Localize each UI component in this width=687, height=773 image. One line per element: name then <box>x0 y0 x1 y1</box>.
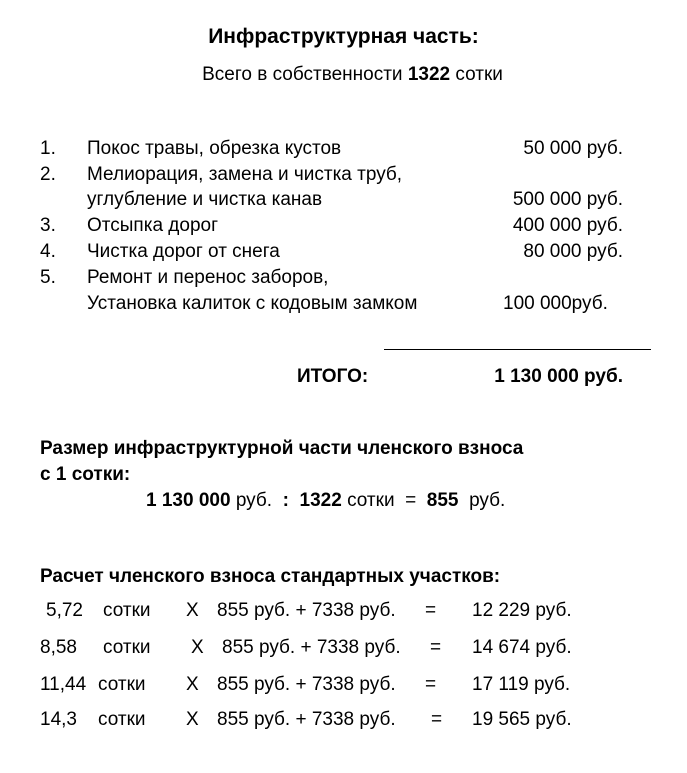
calc-unit: сотки <box>98 709 146 730</box>
calc-multiply: X <box>186 600 199 621</box>
formula-area: 1322 <box>299 490 342 511</box>
calc-area: 11,44 <box>40 674 87 695</box>
item-text: Отсыпка дорог <box>87 215 219 236</box>
calc-equals: = <box>430 637 442 658</box>
calc-result: 12 229 руб. <box>472 600 572 621</box>
item-number: 4. <box>40 241 56 262</box>
item-text: Мелиорация, замена и чистка труб, <box>87 164 403 185</box>
item-amount: 80 000 руб. <box>523 241 623 262</box>
calc-expression: 855 руб. + 7338 руб. <box>217 709 396 730</box>
calc-expression: 855 руб. + 7338 руб. <box>217 674 396 695</box>
formula-result-unit: руб. <box>469 490 506 511</box>
item-number: 2. <box>40 164 56 185</box>
item-text: Установка калиток с кодовым замком <box>87 293 418 314</box>
calc-result: 14 674 руб. <box>472 637 572 658</box>
item-text: Покос травы, обрезка кустов <box>87 138 342 159</box>
item-amount: 400 000 руб. <box>512 215 623 236</box>
formula-divide: : <box>282 490 289 511</box>
ownership-value: 1322 <box>407 64 451 85</box>
fee-heading-line2: с 1 сотки: <box>40 464 131 485</box>
calc-equals: = <box>425 674 437 695</box>
calc-expression: 855 руб. + 7338 руб. <box>222 637 401 658</box>
page-title: Инфраструктурная часть: <box>208 25 479 48</box>
calc-multiply: X <box>191 637 204 658</box>
item-number: 3. <box>40 215 56 236</box>
calc-result: 19 565 руб. <box>472 709 572 730</box>
item-amount: 500 000 руб. <box>512 189 623 210</box>
ownership-line <box>0 64 687 86</box>
total-value: 1 130 000 руб. <box>494 366 623 387</box>
calc-heading: Расчет членского взноса стандартных участков: <box>40 566 501 587</box>
calc-unit: сотки <box>98 674 146 695</box>
calc-area: 8,58 <box>40 637 77 658</box>
calc-area: 5,72 <box>46 600 83 621</box>
formula-total: 1 130 000 <box>146 490 231 511</box>
item-text: Чистка дорог от снега <box>87 241 280 262</box>
calc-area: 14,3 <box>40 709 77 730</box>
fee-heading-line1: Размер инфраструктурной части членского взноса <box>40 438 524 459</box>
calc-multiply: X <box>186 674 199 695</box>
item-number: 5. <box>40 267 56 288</box>
ownership-unit: сотки <box>455 64 503 85</box>
calc-equals: = <box>425 600 437 621</box>
item-text: углубление и чистка канав <box>87 189 323 210</box>
calc-multiply: X <box>186 709 199 730</box>
ownership-prefix: Всего в собственности <box>202 64 403 85</box>
calc-result: 17 119 руб. <box>472 674 571 695</box>
formula-area-unit: сотки <box>347 490 395 511</box>
total-label: ИТОГО: <box>297 366 369 387</box>
item-number: 1. <box>40 138 56 159</box>
item-amount: 50 000 руб. <box>523 138 623 159</box>
formula-equals: = <box>405 490 417 511</box>
formula-total-unit: руб. <box>235 490 273 511</box>
calc-unit: сотки <box>103 637 151 658</box>
calc-equals: = <box>431 709 443 730</box>
calc-unit: сотки <box>103 600 151 621</box>
fee-formula <box>146 490 505 512</box>
calc-expression: 855 руб. + 7338 руб. <box>217 600 396 621</box>
item-amount: 100 000руб. <box>503 293 608 314</box>
total-divider <box>384 349 651 350</box>
formula-result: 855 <box>426 490 459 511</box>
item-text: Ремонт и перенос заборов, <box>87 267 329 288</box>
